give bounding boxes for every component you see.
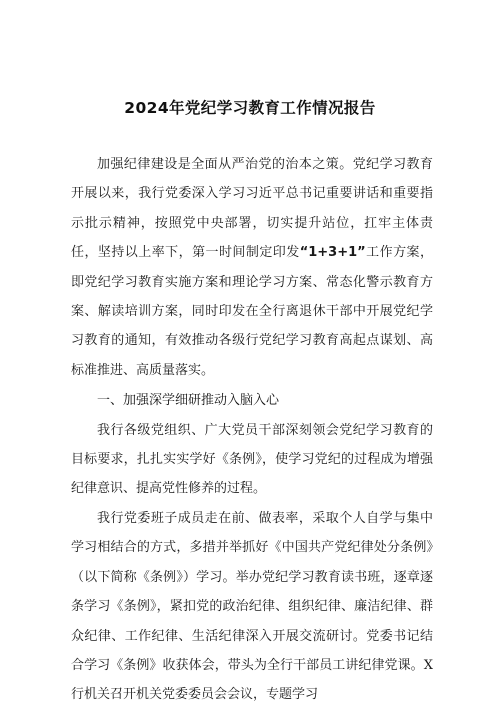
intro-highlight: “1+3+1” [299, 245, 366, 261]
document-title: 2024年党纪学习教育工作情况报告 [124, 99, 376, 117]
section-paragraph-2: 我行党委班子成员走在前、做表率，采取个人自学与集中学习相结合的方式，多措并举抓好《中国共产党纪律处分条例》（以下简称《条例》）学习。举办党纪学习教育读书班，逐章逐条学习《条例》，紧扣党的政治纪律、组织纪律、廉洁纪律、群众纪律、工作纪律、生活纪律深入开展交流研讨。党委书记结合学习《条例》收获体会，带头为全行干部员工讲纪律党课。X行机关召开机关党委委员会会议，专题学习 [71, 510, 433, 703]
intro-paragraph [71, 150, 433, 385]
section-paragraph-1: 我行各级党组织、广大党员干部深刻领会党纪学习教育的目标要求，扎扎实实学好《条例》，使学习党纪的过程成为增强纪律意识、提高党性修养的过程。 [71, 422, 433, 497]
document-body [71, 150, 433, 710]
intro-text-after: 工作方案，即党纪学习教育实施方案和理论学习方案、常态化警示教育方案、解读培训方案，同时印发在全行离退休干部中开展党纪学习教育的通知，有效推动各级行党纪学习教育高起点谋划、高标准推进、高质量落实。 [71, 245, 433, 378]
section-heading: 一、加强深学细研推动入脑入心 [97, 393, 280, 409]
intro-text-before: 加强纪律建设是全面从严治党的治本之策。党纪学习教育开展以来，我行党委深入学习习近平总书记重要讲话和重要指示批示精神，按照党中央部署，切实提升站位，扛牢主体责任，坚持以上率下，第一时间制定印发 [71, 157, 433, 261]
